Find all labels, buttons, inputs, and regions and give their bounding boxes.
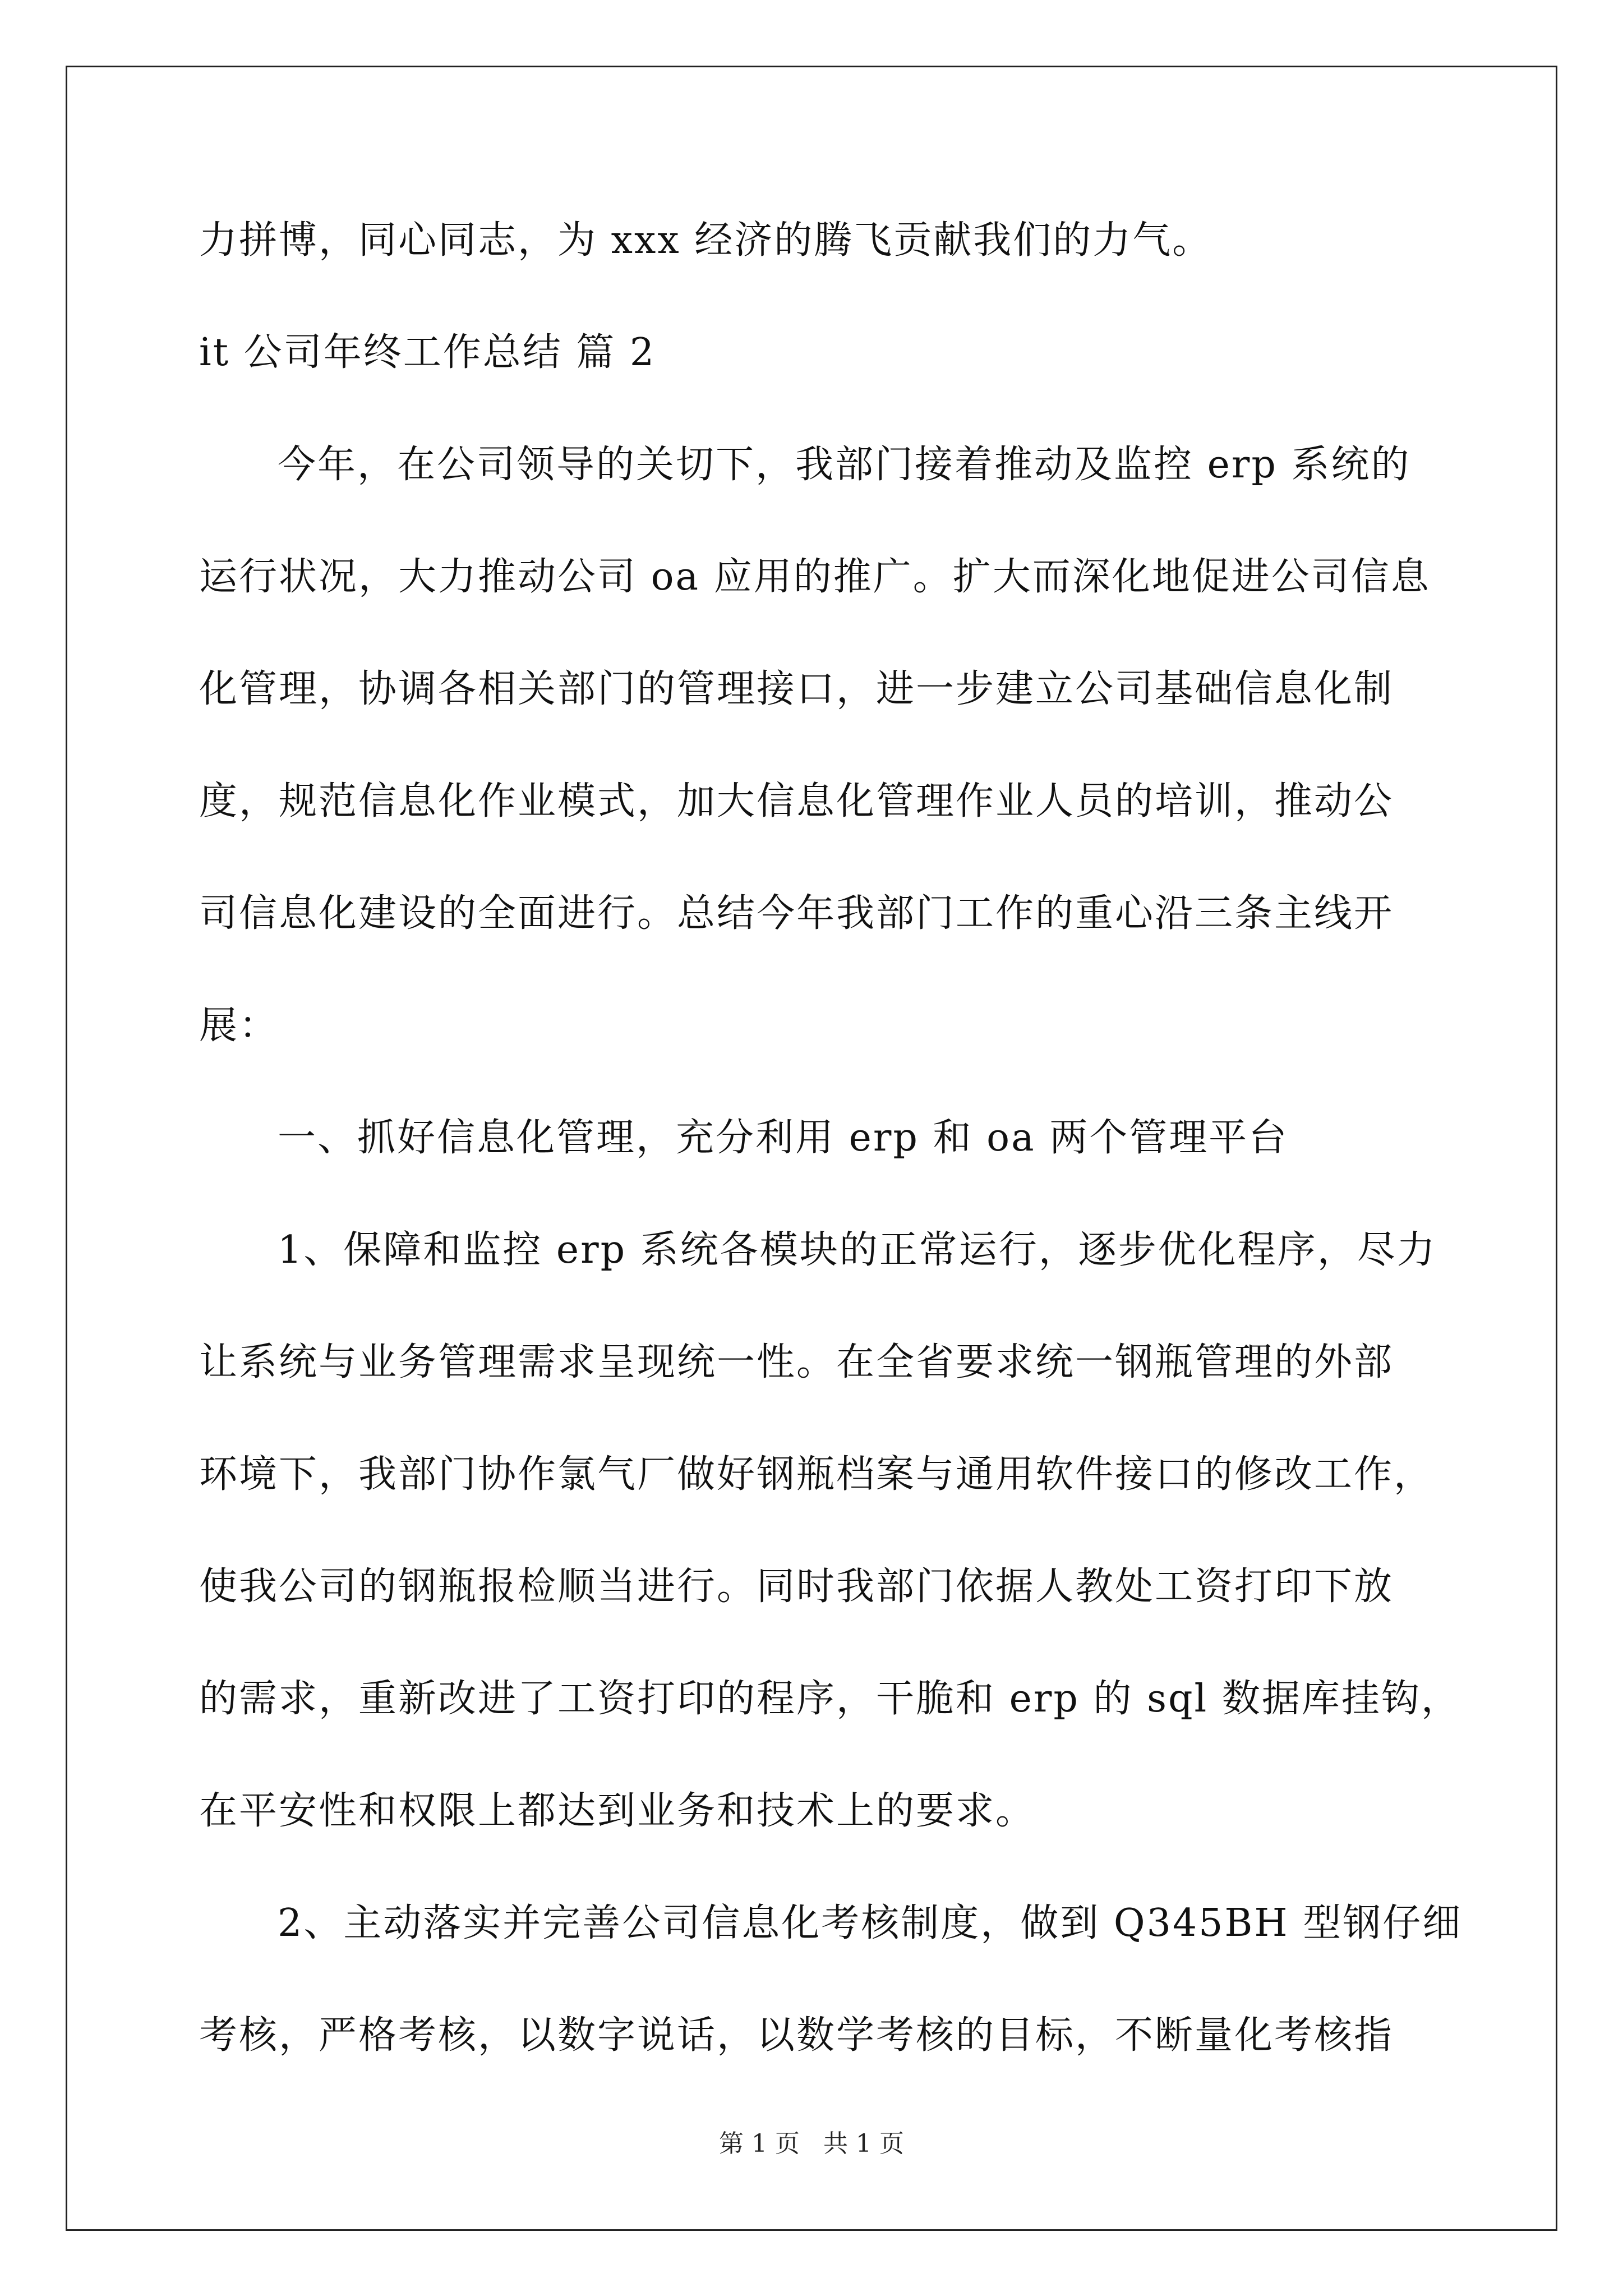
text-line: 司信息化建设的全面进行。总结今年我部门工作的重心沿三条主线开 (199, 891, 1394, 936)
text-line: 展： (199, 1004, 279, 1048)
text-line: 力拼博，同心同志，为 xxx 经济的腾飞贡献我们的力气。 (199, 218, 1212, 263)
text-line: 在平安性和权限上都达到业务和技术上的要求。 (199, 1789, 1036, 1833)
text-line: 考核，严格考核，以数字说话，以数学考核的目标，不断量化考核指 (199, 2013, 1394, 2058)
text-line: 化管理，协调各相关部门的管理接口，进一步建立公司基础信息化制 (199, 667, 1394, 711)
document-body (199, 213, 1463, 2120)
text-line: 今年，在公司领导的关切下，我部门接着推动及监控 erp 系统的 (278, 443, 1411, 487)
text-line: 让系统与业务管理需求呈现统一性。在全省要求统一钢瓶管理的外部 (199, 1340, 1394, 1384)
text-line: 运行状况，大力推动公司 oa 应用的推广。扩大而深化地促进公司信息 (199, 555, 1431, 599)
text-line: 的需求，重新改进了工资打印的程序，干脆和 erp 的 sql 数据库挂钩， (199, 1677, 1461, 1721)
section-heading: it 公司年终工作总结 篇 2 (199, 330, 656, 375)
subsection-heading: 一、抓好信息化管理，充分利用 erp 和 oa 两个管理平台 (278, 1116, 1289, 1160)
text-line: 使我公司的钢瓶报检顺当进行。同时我部门依据人教处工资打印下放 (199, 1565, 1394, 1609)
text-line: 度，规范信息化作业模式，加大信息化管理作业人员的培训，推动公 (199, 779, 1394, 823)
text-line: 1、保障和监控 erp 系统各模块的正常运行，逐步优化程序，尽力 (278, 1228, 1437, 1272)
text-line: 2、主动落实并完善公司信息化考核制度，做到 Q345BH 型钢仔细 (278, 1901, 1463, 1945)
page-footer: 第 1 页 共 1 页 (719, 2129, 904, 2158)
text-line: 环境下，我部门协作氯气厂做好钢瓶档案与通用软件接口的修改工作， (199, 1452, 1434, 1497)
